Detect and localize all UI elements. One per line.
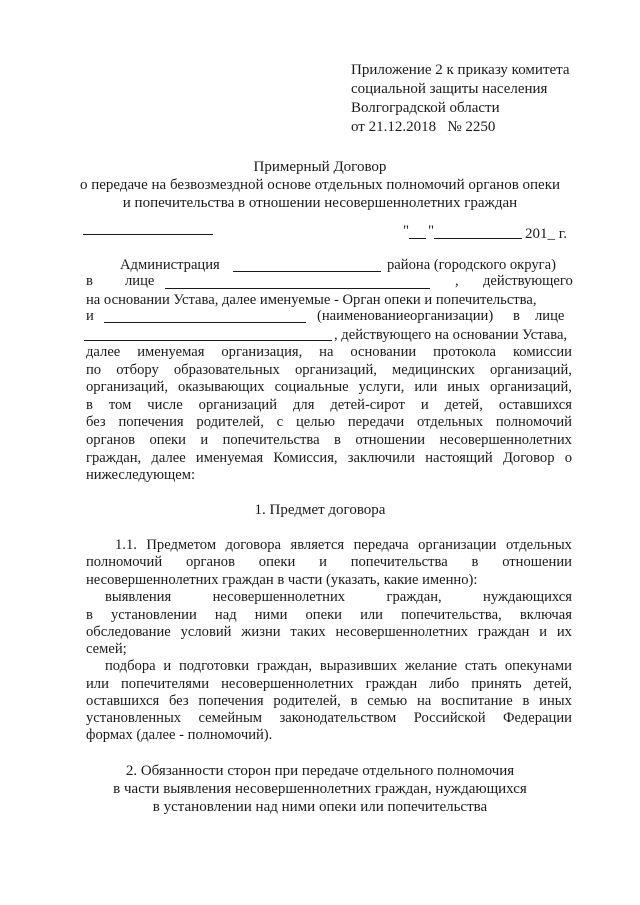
section-1-p3-l3: оставшихся без попечения родителей, в семью на воспитание в иных [86,693,572,709]
preamble-l2-d: действующего [483,273,573,289]
date-quote-close: " [428,223,435,239]
organization-blank [104,321,306,323]
section-1-p3-l4: установленных семейным законодательством Российской Федерации [86,710,572,726]
document-subtitle-1: о передаче на безвозмездной основе отдельных полномочий органов опеки [79,177,561,193]
preamble-l2-a: в [86,273,93,289]
preamble-l12: граждан, далее именуемая Комиссия, заключили настоящий Договор о [86,450,572,466]
preamble-l13: нижеследующем: [86,467,196,483]
preamble-l4-b: (наименование [317,308,411,324]
preamble-l2-c: , [455,273,459,289]
section-1-p1-l1: 1.1. Предметом договора является передача организации отдельных [115,537,572,553]
section-1-p3-l1: подбора и подготовки граждан, выразивших желание стать опекунами [105,658,572,674]
section-1-p2-l1: выявления несовершеннолетних граждан, нуждающихся [105,589,572,605]
section-1-p3-l2: или попечителями несовершеннолетних граждан либо принять детей, [86,676,572,692]
section-1-p2-l3: обследование условий жизни таких несовершеннолетних граждан и их [86,624,572,640]
preamble-l10: без попечения родителей, с целью передачи отдельных полномочий [86,414,572,430]
section-1-p2-l2: в установлении над ними опеки или попечительства, включая [86,607,572,623]
section-1-heading: 1. Предмет договора [254,502,386,518]
section-2-heading-l3: в установлении над ними опеки или попечительства [152,799,488,815]
preamble-l9: в том числе организаций для детей-сирот и детей, оставшихся [86,397,572,413]
header-line-1: Приложение 2 к приказу комитета [351,62,570,78]
preamble-l1-a: Администрация [120,257,220,273]
document-title: Примерный Договор [253,159,387,175]
month-blank [434,237,522,239]
date-quote-open: " [403,223,410,239]
org-representative-blank [84,339,332,341]
section-1-p1-l2: полномочий органов опеки и попечительства в отношении [86,554,572,570]
section-2-heading-l2: в части выявления несовершеннолетних граждан, нуждающихся [113,781,527,797]
preamble-l5: , действующего на основании Устава, [334,327,568,343]
day-blank [409,237,426,239]
preamble-l11: органов опеки и попечительства в отношении несовершеннолетних [86,432,572,448]
header-line-3: Волгоградской области [351,100,500,116]
preamble-l4-d: в [513,308,520,324]
section-1-p3-l5: формах (далее - полномочий). [86,727,273,743]
preamble-l2-b: лице [125,273,155,289]
admin-name-blank [233,270,381,272]
preamble-l4-a: и [86,308,94,324]
section-2-heading-l1: 2. Обязанности сторон при передаче отдельного полномочия [125,763,515,779]
representative-blank [165,287,430,289]
date-year: 201_ г. [525,226,567,242]
preamble-l4-c: организации) [410,308,494,324]
preamble-l1-b: района (городского округа) [387,257,556,273]
preamble-l8: организаций, оказывающих социальные услуги, или иных организаций, [86,379,572,395]
preamble-l6: далее именуемая организация, на основании протокола комиссии [86,344,572,360]
preamble-l4-e: лице [535,308,565,324]
preamble-l3: на основании Устава, далее именуемые - Орган опеки и попечительства, [86,292,537,308]
section-1-p2-l4: семей; [86,641,127,657]
header-line-4: от 21.12.2018 № 2250 [351,119,496,135]
header-line-2: социальной защиты населения [351,81,548,97]
section-1-p1-l3: несовершеннолетних граждан в части (указать, какие именно): [86,572,478,588]
place-blank [83,233,213,235]
preamble-l7: по отбору образовательных организаций, медицинских организаций, [86,362,572,378]
document-subtitle-2: и попечительства в отношении несовершеннолетних граждан [122,195,518,211]
